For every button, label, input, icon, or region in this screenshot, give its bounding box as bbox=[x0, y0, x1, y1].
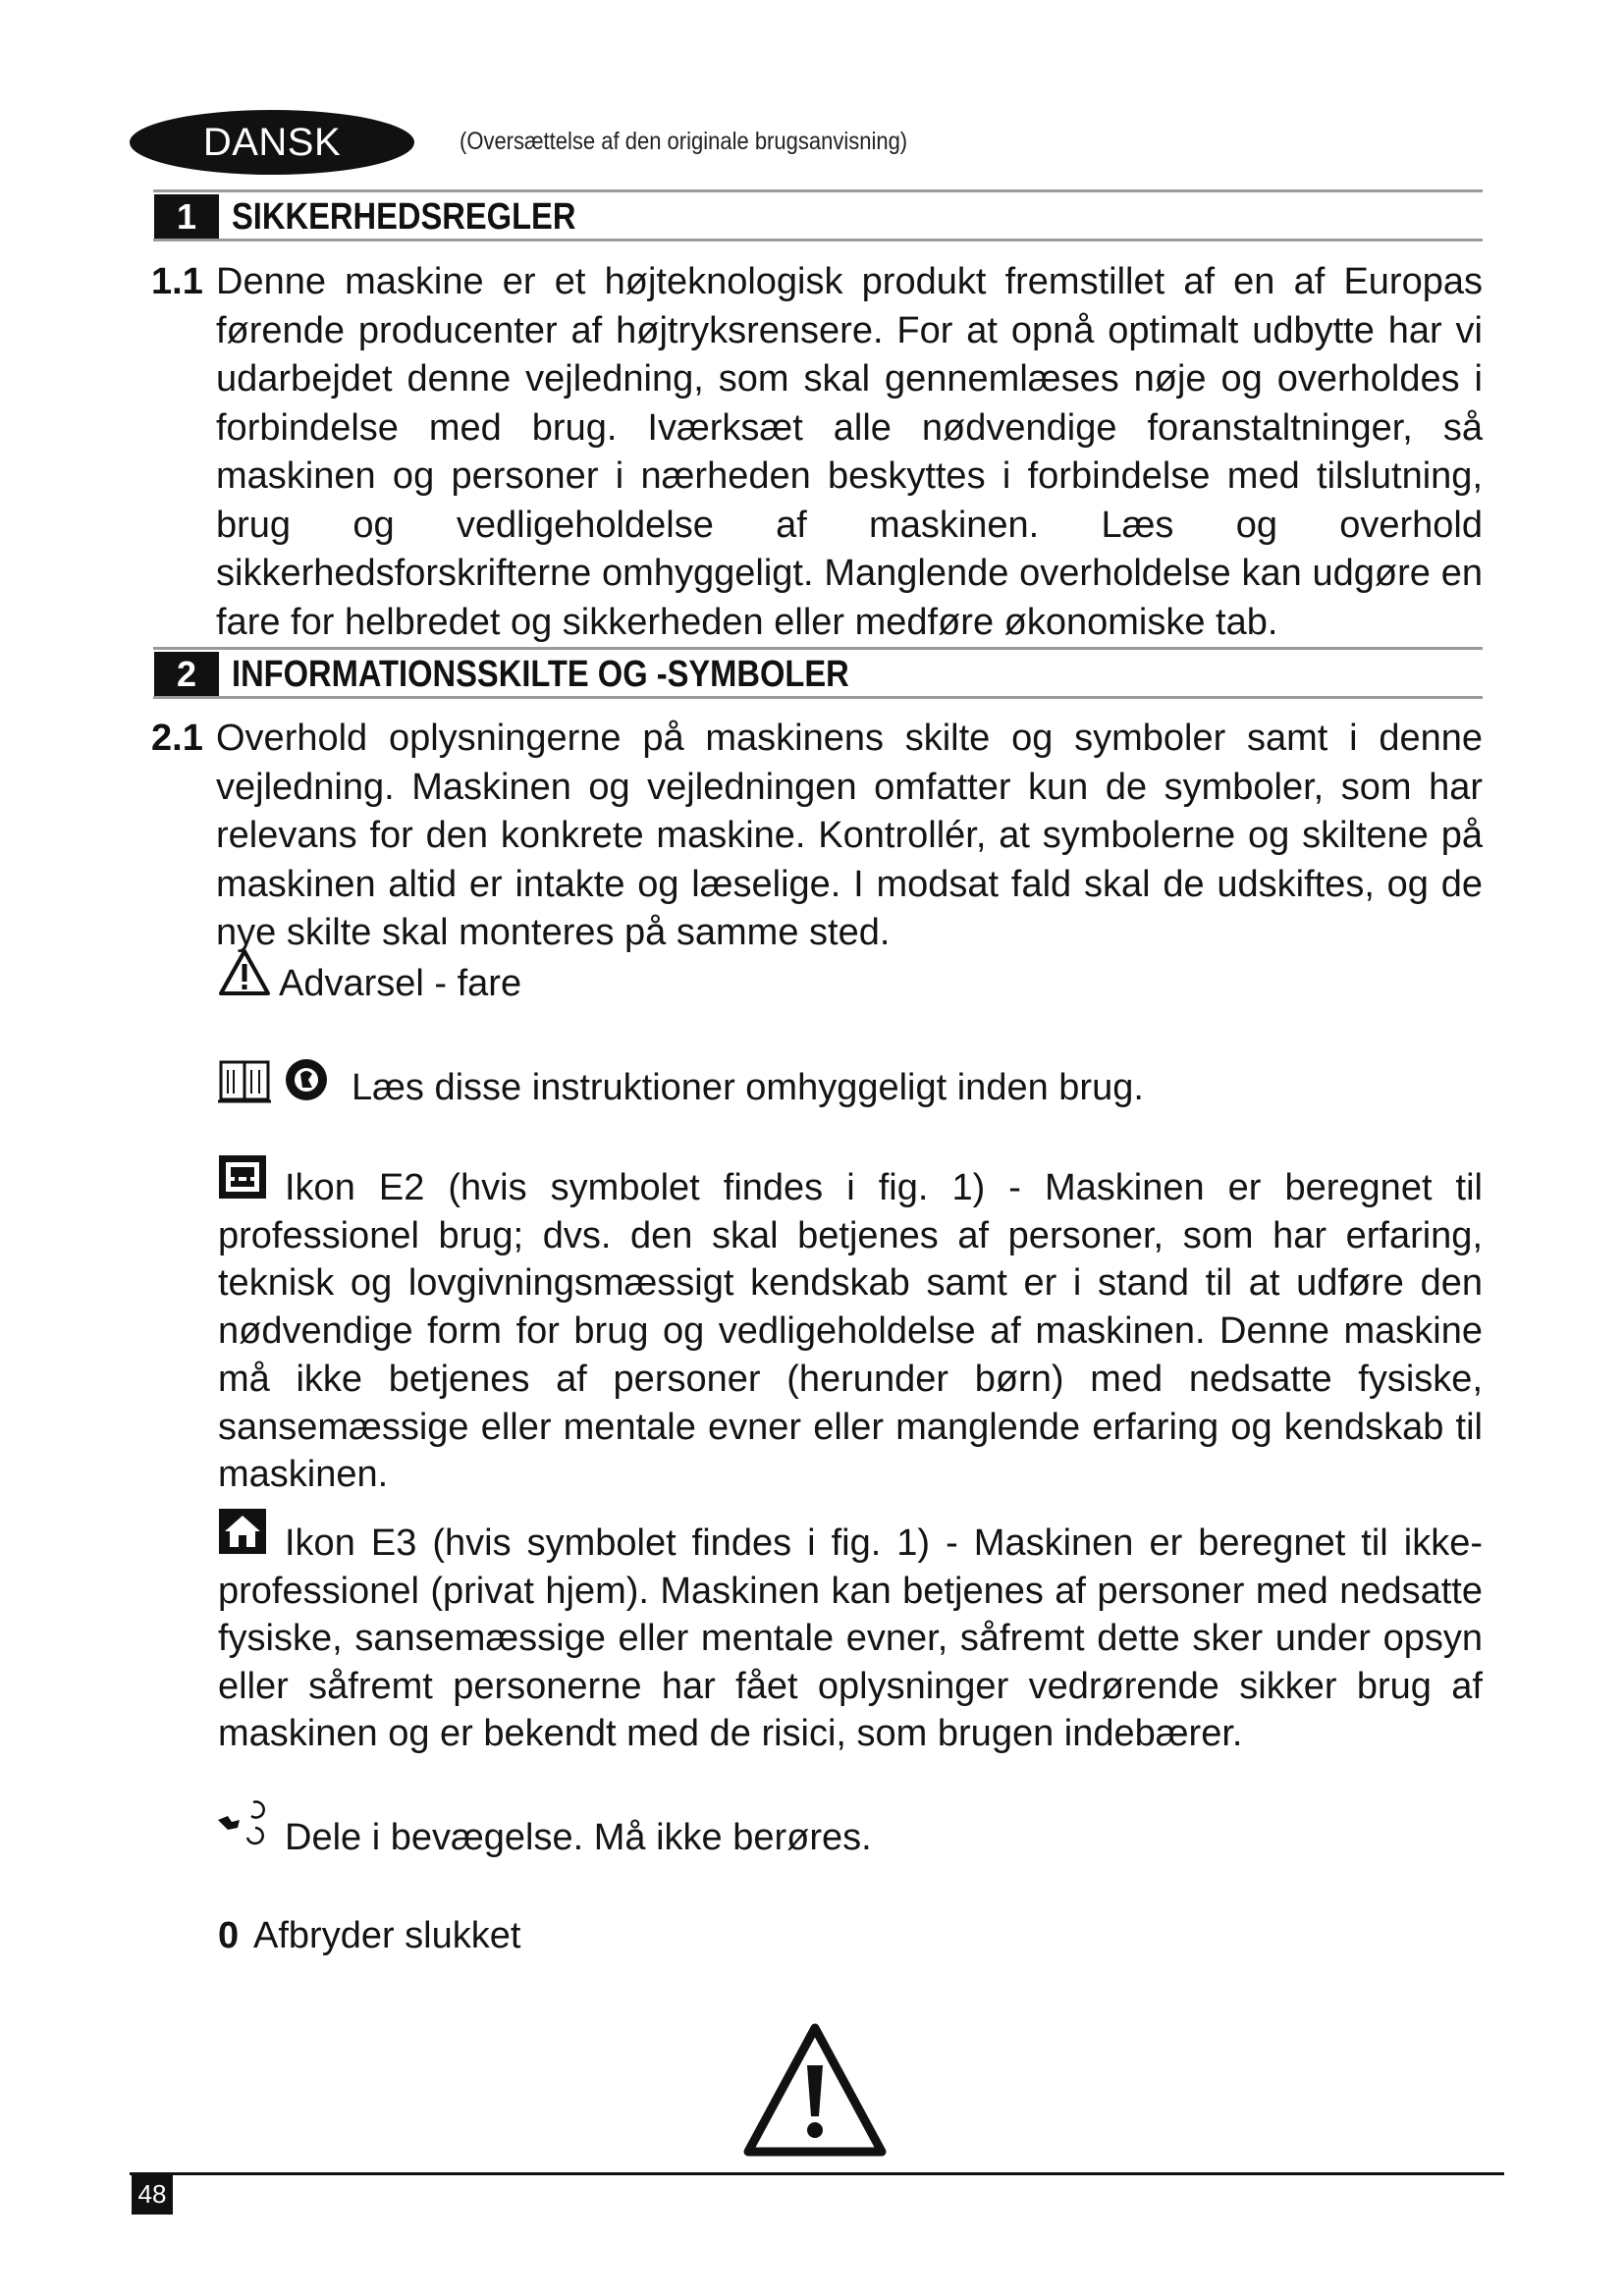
section-2-rule-bottom bbox=[153, 696, 1483, 699]
symbol-professional-use-paragraph bbox=[218, 1164, 1483, 1499]
symbol-moving-parts-text: Dele i bevægelse. Må ikke berøres. bbox=[285, 1817, 872, 1858]
translation-note: (Oversættelse af den originale brugsanvisning) bbox=[460, 128, 908, 155]
warning-triangle-icon bbox=[218, 948, 271, 997]
symbol-home-use-paragraph bbox=[218, 1520, 1483, 1758]
large-warning-triangle-icon bbox=[742, 2022, 888, 2160]
paragraph-2-1-number: 2.1 bbox=[151, 718, 203, 759]
paragraph-1-1-text: Denne maskine er et højteknologisk produkt fremstillet af en af Europas førende producenter af højtryksrensere. For at opnå optimalt udbytte har vi udarbejdet denne vejledning, som skal gennemlæses nøje og overholdes i forbindelse med brug. Iværksæt alle nødvendige foranstaltninger, så maskinen og personer i nærheden beskyttes i forbindelse med tilslutning, brug og vedligeholdelse af maskinen. Læs og overhold sikkerhedsforskrifterne omhyggeligt. Manglende overholdelse kan udgøre en fare for helbredet og sikkerheden eller medføre økonomiske tab. bbox=[216, 261, 1483, 643]
section-1-rule-bottom bbox=[153, 239, 1483, 241]
page-number: 48 bbox=[132, 2173, 173, 2215]
paragraph-1-1 bbox=[216, 258, 1483, 647]
section-1-rule-top bbox=[153, 189, 1483, 192]
section-2-number: 2 bbox=[154, 652, 219, 697]
paragraph-1-1-number: 1.1 bbox=[151, 261, 203, 302]
moving-parts-icon bbox=[214, 1798, 269, 1847]
paragraph-2-1 bbox=[216, 715, 1483, 958]
section-1-number: 1 bbox=[154, 194, 219, 240]
footer-rule bbox=[130, 2172, 1504, 2175]
section-2-title: INFORMATIONSSKILTE OG -SYMBOLER bbox=[232, 654, 849, 695]
paragraph-2-1-text: Overhold oplysningerne på maskinens skilte og symboler samt i denne vejledning. Maskinen og vejledningen omfatter kun de symboler, som har relevans for den konkrete maskine. Kontrollér, at symbolerne og skiltene på maskinen altid er intakte og læselige. I modsat fald skal de udskiftes, og de nye skilte skal monteres på samme sted. bbox=[216, 718, 1483, 953]
section-2-rule-top bbox=[153, 647, 1483, 650]
symbol-read-manual-text: Læs disse instruktioner omhyggeligt inden brug. bbox=[352, 1067, 1144, 1108]
read-manual-icon bbox=[218, 1056, 336, 1107]
switch-off-text: Afbryder slukket bbox=[253, 1915, 521, 1956]
symbol-home-use-text: Ikon E3 (hvis symbolet findes i fig. 1) - Maskinen er beregnet til ikke-professionel (privat hjem). Maskinen kan betjenes af personer med nedsatte fysiske, sansemæssige eller mentale evner, såfremt dette sker under opsyn eller såfremt personerne har fået oplysninger vedrørende sikker brug af maskinen og er bekendt med de risici, som brugen indebærer. bbox=[218, 1522, 1483, 1755]
symbol-warning-text: Advarsel - fare bbox=[279, 963, 522, 1004]
section-1-title: SIKKERHEDSREGLER bbox=[232, 196, 576, 238]
language-badge: DANSK bbox=[130, 110, 414, 175]
switch-off-label: 0 bbox=[218, 1915, 240, 1956]
symbol-professional-use-text: Ikon E2 (hvis symbolet findes i fig. 1) - Maskinen er beregnet til professionel brug; dvs. den skal betjenes af personer, som har erfaring, teknisk og lovgivningsmæssigt kendskab samt er i stand til at udføre den nødvendige form for brug og vedligeholdelse af maskinen. Denne maskine må ikke betjenes af personer (herunder børn) med nedsatte fysiske, sansemæssige eller mentale evner eller manglende erfaring og kendskab til maskinen. bbox=[218, 1167, 1483, 1496]
